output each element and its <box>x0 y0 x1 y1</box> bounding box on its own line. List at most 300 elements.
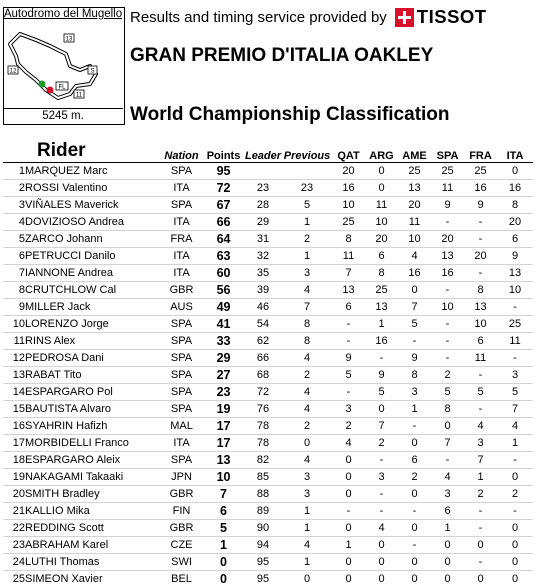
table-row <box>3 163 533 180</box>
race-fra-points-cell: 3 <box>464 435 497 452</box>
tissot-logo <box>395 6 487 28</box>
rider-name-cell: CRUTCHLOW Cal <box>25 282 160 299</box>
leader-gap-cell: 82 <box>244 452 282 469</box>
race-arg-points-cell: 25 <box>365 282 398 299</box>
points-cell: 56 <box>203 282 244 299</box>
points-cell: 10 <box>203 469 244 486</box>
table-row <box>3 435 533 452</box>
race-spa-points-cell: 25 <box>431 163 464 180</box>
race-ita-points-cell: 0 <box>497 520 533 537</box>
rider-name-cell: ESPARGARO Pol <box>25 384 160 401</box>
position-cell: 15 <box>3 401 25 418</box>
race-ame-points-cell: - <box>398 503 431 520</box>
race-header-fra: FRA <box>464 140 497 163</box>
race-ame-points-cell: - <box>398 333 431 350</box>
points-header: Points <box>203 140 244 163</box>
sector-label-12: 12 <box>10 69 17 75</box>
rider-header: Rider <box>3 140 160 163</box>
race-arg-points-cell: 13 <box>365 299 398 316</box>
points-cell: 6 <box>203 503 244 520</box>
leader-gap-cell: 78 <box>244 435 282 452</box>
points-cell: 29 <box>203 350 244 367</box>
swiss-cross-icon <box>395 8 414 27</box>
leader-gap-cell: 23 <box>244 180 282 197</box>
nation-cell: GBR <box>160 282 203 299</box>
race-fra-points-cell: 5 <box>464 384 497 401</box>
points-cell: 27 <box>203 367 244 384</box>
race-qat-points-cell: 2 <box>332 418 365 435</box>
race-ita-points-cell: - <box>497 299 533 316</box>
race-arg-points-cell: 11 <box>365 197 398 214</box>
race-fra-points-cell: 13 <box>464 299 497 316</box>
rider-name-cell: DOVIZIOSO Andrea <box>25 214 160 231</box>
classification-title: World Championship Classification <box>130 104 450 126</box>
leader-gap-cell: 88 <box>244 486 282 503</box>
race-fra-points-cell: - <box>464 554 497 571</box>
race-qat-points-cell: - <box>332 333 365 350</box>
race-ame-points-cell: 11 <box>398 214 431 231</box>
sector-label-11: 11 <box>76 93 83 99</box>
race-fra-points-cell: 10 <box>464 316 497 333</box>
table-row <box>3 180 533 197</box>
race-arg-points-cell: 1 <box>365 316 398 333</box>
race-spa-points-cell: 20 <box>431 231 464 248</box>
rider-name-cell: LUTHI Thomas <box>25 554 160 571</box>
race-fra-points-cell: 11 <box>464 350 497 367</box>
race-spa-points-cell: 10 <box>431 299 464 316</box>
race-spa-points-cell: - <box>431 282 464 299</box>
race-qat-points-cell: 1 <box>332 537 365 554</box>
table-header-row <box>3 140 533 163</box>
previous-gap-cell: 4 <box>282 282 332 299</box>
leader-gap-cell: 85 <box>244 469 282 486</box>
table-row <box>3 367 533 384</box>
race-qat-points-cell: 0 <box>332 571 365 587</box>
position-cell: 14 <box>3 384 25 401</box>
previous-gap-cell: 8 <box>282 333 332 350</box>
table-row <box>3 316 533 333</box>
leader-gap-cell: 62 <box>244 333 282 350</box>
leader-gap-cell: 72 <box>244 384 282 401</box>
rider-name-cell: KALLIO Mika <box>25 503 160 520</box>
nation-cell: ITA <box>160 265 203 282</box>
table-row <box>3 333 533 350</box>
race-ame-points-cell: 0 <box>398 520 431 537</box>
previous-gap-cell: 1 <box>282 520 332 537</box>
table-row <box>3 265 533 282</box>
race-ita-points-cell: 0 <box>497 571 533 587</box>
nation-cell: CZE <box>160 537 203 554</box>
rider-name-cell: ZARCO Johann <box>25 231 160 248</box>
race-spa-points-cell: 3 <box>431 486 464 503</box>
points-cell: 0 <box>203 554 244 571</box>
race-header-spa: SPA <box>431 140 464 163</box>
race-spa-points-cell: 13 <box>431 248 464 265</box>
race-spa-points-cell: 5 <box>431 384 464 401</box>
nation-cell: SPA <box>160 367 203 384</box>
race-arg-points-cell: 3 <box>365 469 398 486</box>
previous-gap-cell: 4 <box>282 452 332 469</box>
nation-cell: ITA <box>160 248 203 265</box>
leader-gap-cell: 66 <box>244 350 282 367</box>
race-fra-points-cell: 2 <box>464 486 497 503</box>
race-fra-points-cell: 16 <box>464 180 497 197</box>
race-spa-points-cell: 2 <box>431 367 464 384</box>
nation-cell: MAL <box>160 418 203 435</box>
race-spa-points-cell: 7 <box>431 435 464 452</box>
race-spa-points-cell: - <box>431 214 464 231</box>
points-cell: 66 <box>203 214 244 231</box>
leader-gap-cell: 29 <box>244 214 282 231</box>
position-cell: 7 <box>3 265 25 282</box>
race-ita-points-cell: 4 <box>497 418 533 435</box>
race-qat-points-cell: 9 <box>332 350 365 367</box>
race-fra-points-cell: 4 <box>464 418 497 435</box>
race-qat-points-cell: 7 <box>332 265 365 282</box>
race-qat-points-cell: 0 <box>332 486 365 503</box>
points-cell: 33 <box>203 333 244 350</box>
position-cell: 3 <box>3 197 25 214</box>
race-ame-points-cell: 0 <box>398 282 431 299</box>
race-header-ita: ITA <box>497 140 533 163</box>
race-ame-points-cell: 2 <box>398 469 431 486</box>
points-cell: 41 <box>203 316 244 333</box>
nation-cell: SPA <box>160 452 203 469</box>
points-cell: 49 <box>203 299 244 316</box>
race-ita-points-cell: 25 <box>497 316 533 333</box>
table-row <box>3 503 533 520</box>
race-header-qat: QAT <box>332 140 365 163</box>
race-ita-points-cell: 13 <box>497 265 533 282</box>
previous-gap-cell: 0 <box>282 435 332 452</box>
nation-cell: SPA <box>160 350 203 367</box>
finish-marker <box>47 87 54 94</box>
race-arg-points-cell: 0 <box>365 571 398 587</box>
race-ita-points-cell: 16 <box>497 180 533 197</box>
race-fra-points-cell: - <box>464 231 497 248</box>
race-fra-points-cell: 0 <box>464 571 497 587</box>
rider-name-cell: NAKAGAMI Takaaki <box>25 469 160 486</box>
race-ame-points-cell: - <box>398 537 431 554</box>
position-cell: 24 <box>3 554 25 571</box>
standings-table <box>3 140 533 587</box>
race-fra-points-cell: 25 <box>464 163 497 180</box>
race-arg-points-cell: 5 <box>365 384 398 401</box>
tissot-wordmark: TISSOT <box>417 6 487 28</box>
race-qat-points-cell: 8 <box>332 231 365 248</box>
previous-gap-cell: 5 <box>282 197 332 214</box>
race-spa-points-cell: 11 <box>431 180 464 197</box>
rider-name-cell: BAUTISTA Alvaro <box>25 401 160 418</box>
nation-cell: SPA <box>160 333 203 350</box>
race-ame-points-cell: 13 <box>398 180 431 197</box>
race-fra-points-cell: - <box>464 401 497 418</box>
position-cell: 21 <box>3 503 25 520</box>
rider-name-cell: MILLER Jack <box>25 299 160 316</box>
previous-gap-cell: 2 <box>282 418 332 435</box>
table-row <box>3 418 533 435</box>
leader-gap-cell: 78 <box>244 418 282 435</box>
race-ita-points-cell: 0 <box>497 537 533 554</box>
race-qat-points-cell: - <box>332 384 365 401</box>
race-arg-points-cell: 0 <box>365 537 398 554</box>
points-cell: 7 <box>203 486 244 503</box>
table-row <box>3 197 533 214</box>
nation-cell: SWI <box>160 554 203 571</box>
points-cell: 67 <box>203 197 244 214</box>
race-arg-points-cell: 10 <box>365 214 398 231</box>
position-cell: 8 <box>3 282 25 299</box>
position-cell: 4 <box>3 214 25 231</box>
position-cell: 17 <box>3 435 25 452</box>
previous-gap-cell: 4 <box>282 350 332 367</box>
race-qat-points-cell: 6 <box>332 299 365 316</box>
leader-gap-cell: 35 <box>244 265 282 282</box>
race-arg-points-cell: 7 <box>365 418 398 435</box>
race-ita-points-cell: 3 <box>497 367 533 384</box>
race-ame-points-cell: 1 <box>398 401 431 418</box>
position-cell: 5 <box>3 231 25 248</box>
table-row <box>3 384 533 401</box>
points-cell: 1 <box>203 537 244 554</box>
table-row <box>3 350 533 367</box>
race-ita-points-cell: - <box>497 350 533 367</box>
race-ita-points-cell: 0 <box>497 554 533 571</box>
race-spa-points-cell: - <box>431 350 464 367</box>
race-spa-points-cell: 1 <box>431 520 464 537</box>
circuit-name-link[interactable]: Autodromo del Mugello <box>3 7 123 21</box>
sector-label-s: S <box>90 69 94 75</box>
previous-gap-cell: 1 <box>282 554 332 571</box>
rider-name-cell: MARQUEZ Marc <box>25 163 160 180</box>
race-ita-points-cell: 20 <box>497 214 533 231</box>
race-spa-points-cell: 0 <box>431 418 464 435</box>
race-ita-points-cell: 0 <box>497 163 533 180</box>
race-qat-points-cell: - <box>332 316 365 333</box>
table-row <box>3 571 533 587</box>
points-cell: 72 <box>203 180 244 197</box>
previous-gap-cell: 4 <box>282 401 332 418</box>
points-cell: 17 <box>203 418 244 435</box>
position-cell: 6 <box>3 248 25 265</box>
race-arg-points-cell: 20 <box>365 231 398 248</box>
race-spa-points-cell: 0 <box>431 571 464 587</box>
leader-gap-cell: 94 <box>244 537 282 554</box>
rider-name-cell: SYAHRIN Hafizh <box>25 418 160 435</box>
race-ame-points-cell: 4 <box>398 248 431 265</box>
race-fra-points-cell: 6 <box>464 333 497 350</box>
race-ame-points-cell: 3 <box>398 384 431 401</box>
race-fra-points-cell: 9 <box>464 197 497 214</box>
rider-name-cell: PETRUCCI Danilo <box>25 248 160 265</box>
timing-service-text: Results and timing service provided by <box>130 9 387 26</box>
race-fra-points-cell: 8 <box>464 282 497 299</box>
leader-gap-cell: 28 <box>244 197 282 214</box>
nation-cell: SPA <box>160 197 203 214</box>
leader-gap-cell: 31 <box>244 231 282 248</box>
position-cell: 10 <box>3 316 25 333</box>
race-spa-points-cell: - <box>431 333 464 350</box>
leader-gap-cell <box>244 163 282 180</box>
previous-gap-cell: 4 <box>282 384 332 401</box>
rider-name-cell: VIÑALES Maverick <box>25 197 160 214</box>
race-arg-points-cell: - <box>365 486 398 503</box>
points-cell: 13 <box>203 452 244 469</box>
nation-cell: JPN <box>160 469 203 486</box>
previous-gap-cell: 7 <box>282 299 332 316</box>
leader-gap-cell: 46 <box>244 299 282 316</box>
rider-name-cell: ROSSI Valentino <box>25 180 160 197</box>
position-cell: 9 <box>3 299 25 316</box>
previous-gap-cell: 23 <box>282 180 332 197</box>
race-arg-points-cell: 9 <box>365 367 398 384</box>
circuit-length: 5245 m. <box>3 108 123 124</box>
race-spa-points-cell: 0 <box>431 537 464 554</box>
race-ita-points-cell: 10 <box>497 282 533 299</box>
race-header-ame: AME <box>398 140 431 163</box>
race-arg-points-cell: 0 <box>365 401 398 418</box>
race-ita-points-cell: 0 <box>497 469 533 486</box>
previous-gap-cell: 1 <box>282 503 332 520</box>
race-fra-points-cell: - <box>464 503 497 520</box>
race-ame-points-cell: 5 <box>398 316 431 333</box>
race-arg-points-cell: - <box>365 503 398 520</box>
previous-gap-cell: 2 <box>282 231 332 248</box>
race-fra-points-cell: 7 <box>464 452 497 469</box>
race-ita-points-cell: 5 <box>497 384 533 401</box>
previous-gap-cell: 1 <box>282 214 332 231</box>
race-qat-points-cell: 25 <box>332 214 365 231</box>
table-row <box>3 537 533 554</box>
race-qat-points-cell: 10 <box>332 197 365 214</box>
race-ame-points-cell: 8 <box>398 367 431 384</box>
race-ame-points-cell: 7 <box>398 299 431 316</box>
race-qat-points-cell: 13 <box>332 282 365 299</box>
nation-cell: ITA <box>160 180 203 197</box>
race-arg-points-cell: 8 <box>365 265 398 282</box>
race-fra-points-cell: - <box>464 367 497 384</box>
rider-name-cell: IANNONE Andrea <box>25 265 160 282</box>
table-row <box>3 486 533 503</box>
race-arg-points-cell: 16 <box>365 333 398 350</box>
previous-gap-cell: 3 <box>282 486 332 503</box>
race-ita-points-cell: 2 <box>497 486 533 503</box>
position-cell: 13 <box>3 367 25 384</box>
previous-gap-cell <box>282 163 332 180</box>
race-fra-points-cell: - <box>464 265 497 282</box>
previous-gap-cell: 3 <box>282 469 332 486</box>
race-arg-points-cell: 4 <box>365 520 398 537</box>
position-cell: 11 <box>3 333 25 350</box>
points-cell: 60 <box>203 265 244 282</box>
leader-gap-cell: 32 <box>244 248 282 265</box>
race-fra-points-cell: - <box>464 520 497 537</box>
event-title: GRAN PREMIO D'ITALIA OAKLEY <box>130 45 433 67</box>
race-ame-points-cell: 9 <box>398 350 431 367</box>
points-cell: 19 <box>203 401 244 418</box>
leader-gap-cell: 54 <box>244 316 282 333</box>
race-ame-points-cell: 25 <box>398 163 431 180</box>
race-qat-points-cell: 16 <box>332 180 365 197</box>
race-arg-points-cell: 0 <box>365 163 398 180</box>
race-ita-points-cell: - <box>497 503 533 520</box>
previous-gap-cell: 0 <box>282 571 332 587</box>
rider-name-cell: ABRAHAM Karel <box>25 537 160 554</box>
rider-name-cell: RINS Alex <box>25 333 160 350</box>
leader-gap-cell: 95 <box>244 571 282 587</box>
track-map <box>6 24 104 104</box>
race-ame-points-cell: 16 <box>398 265 431 282</box>
race-fra-points-cell: 20 <box>464 248 497 265</box>
race-ame-points-cell: 0 <box>398 571 431 587</box>
race-ame-points-cell: 0 <box>398 554 431 571</box>
previous-gap-cell: 4 <box>282 537 332 554</box>
table-row <box>3 520 533 537</box>
nation-cell: FIN <box>160 503 203 520</box>
table-row <box>3 299 533 316</box>
start-marker <box>39 81 46 88</box>
nation-cell: ITA <box>160 214 203 231</box>
table-row <box>3 214 533 231</box>
nation-cell: SPA <box>160 384 203 401</box>
points-cell: 0 <box>203 571 244 587</box>
nation-cell: GBR <box>160 486 203 503</box>
position-cell: 2 <box>3 180 25 197</box>
race-qat-points-cell: 3 <box>332 401 365 418</box>
race-spa-points-cell: - <box>431 316 464 333</box>
race-ame-points-cell: 10 <box>398 231 431 248</box>
table-row <box>3 248 533 265</box>
race-ame-points-cell: 6 <box>398 452 431 469</box>
nation-header: Nation <box>160 140 203 163</box>
race-ita-points-cell: 6 <box>497 231 533 248</box>
previous-gap-cell: 1 <box>282 248 332 265</box>
position-cell: 22 <box>3 520 25 537</box>
race-ame-points-cell: 20 <box>398 197 431 214</box>
position-cell: 20 <box>3 486 25 503</box>
rider-name-cell: RABAT Tito <box>25 367 160 384</box>
race-ita-points-cell: 1 <box>497 435 533 452</box>
race-ame-points-cell: 0 <box>398 486 431 503</box>
race-fra-points-cell: 0 <box>464 537 497 554</box>
nation-cell: BEL <box>160 571 203 587</box>
finish-line-label: FL <box>58 85 66 91</box>
sector-label-13: 13 <box>66 37 73 43</box>
position-cell: 23 <box>3 537 25 554</box>
race-qat-points-cell: 4 <box>332 435 365 452</box>
race-ita-points-cell: 9 <box>497 248 533 265</box>
race-qat-points-cell: 20 <box>332 163 365 180</box>
race-arg-points-cell: - <box>365 350 398 367</box>
race-spa-points-cell: 16 <box>431 265 464 282</box>
rider-name-cell: REDDING Scott <box>25 520 160 537</box>
race-ame-points-cell: - <box>398 418 431 435</box>
race-spa-points-cell: 4 <box>431 469 464 486</box>
nation-cell: SPA <box>160 163 203 180</box>
position-cell: 1 <box>3 163 25 180</box>
race-spa-points-cell: 8 <box>431 401 464 418</box>
table-row <box>3 401 533 418</box>
leader-gap-cell: 76 <box>244 401 282 418</box>
table-row <box>3 452 533 469</box>
race-arg-points-cell: 0 <box>365 554 398 571</box>
leader-gap-cell: 68 <box>244 367 282 384</box>
leader-gap-cell: 90 <box>244 520 282 537</box>
nation-cell: AUS <box>160 299 203 316</box>
race-fra-points-cell: 1 <box>464 469 497 486</box>
position-cell: 18 <box>3 452 25 469</box>
previous-header: Previous <box>282 140 332 163</box>
